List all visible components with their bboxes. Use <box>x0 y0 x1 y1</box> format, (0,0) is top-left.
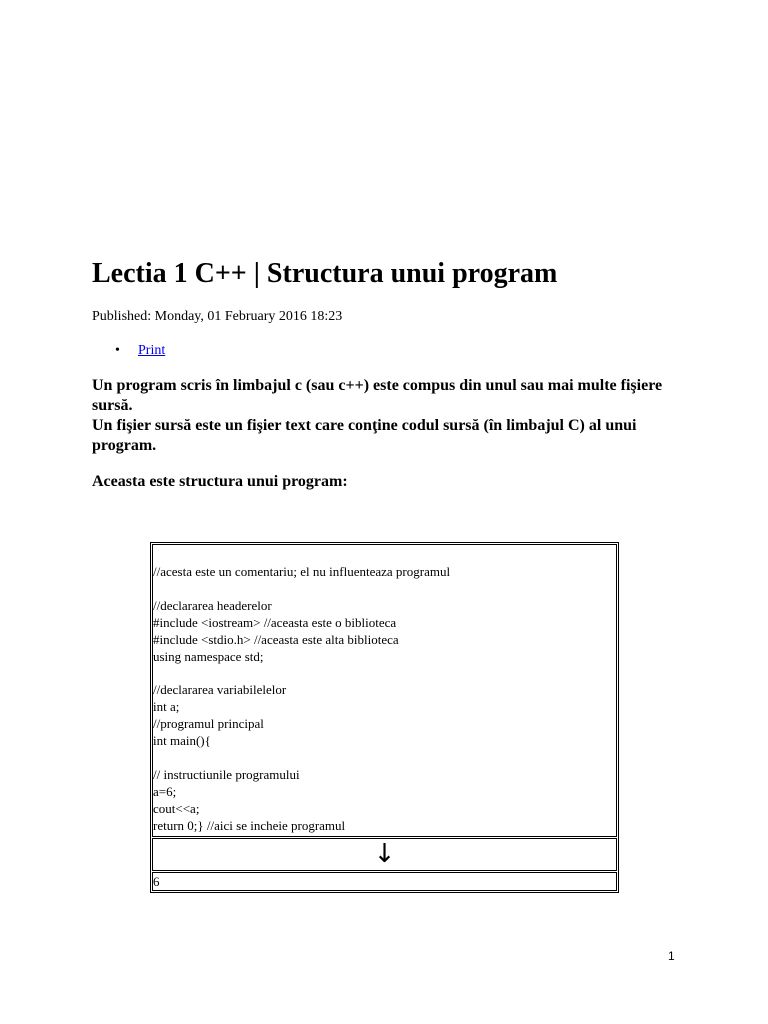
code-line: //declararea headerelor <box>153 597 272 613</box>
article-actions <box>92 342 165 360</box>
published-date: Published: Monday, 01 February 2016 18:23 <box>92 309 343 324</box>
code-line: a=6; <box>153 783 177 799</box>
page-title: Lectia 1 C++ | Structura unui program <box>92 258 558 289</box>
output-cell: 6 <box>152 872 617 891</box>
code-line: return 0;} //aici se incheie programul <box>153 817 346 833</box>
code-line: cout<<a; <box>153 800 200 816</box>
structure-heading: Aceasta este structura unui program: <box>92 473 348 490</box>
bullet-icon: • <box>115 343 120 358</box>
code-line <box>153 750 616 767</box>
code-line: // instructiunile programului <box>153 766 300 782</box>
action-item-print <box>92 342 165 360</box>
intro-paragraph: Un program scris în limbajul c (sau c++) este compus din unul sau mai multe fişiere sursă. <box>92 377 663 414</box>
code-line: int a; <box>153 699 180 715</box>
arrow-cell <box>152 838 617 871</box>
code-line <box>153 665 616 682</box>
arrow-down-icon: ↓ <box>373 839 396 870</box>
code-line: #include <stdio.h> //aceasta este alta biblioteca <box>153 631 399 647</box>
intro-text <box>92 376 692 456</box>
code-cell <box>152 544 617 837</box>
intro-paragraph: Un fişier sursă este un fişier text care conţine codul sursă (în limbajul C) al unui program. <box>92 417 637 454</box>
code-example-table <box>150 542 619 893</box>
print-link[interactable]: Print <box>138 343 166 358</box>
code-line: //programul principal <box>153 716 264 732</box>
page-number: 1 <box>668 949 675 963</box>
code-line: //declararea variabilelelor <box>153 682 287 698</box>
code-line <box>153 581 616 598</box>
code-line: int main(){ <box>153 733 211 749</box>
code-line: using namespace std; <box>153 648 264 664</box>
code-line: #include <iostream> //aceasta este o biblioteca <box>153 614 397 630</box>
code-line: //acesta este un comentariu; el nu influenteaza programul <box>153 564 451 579</box>
